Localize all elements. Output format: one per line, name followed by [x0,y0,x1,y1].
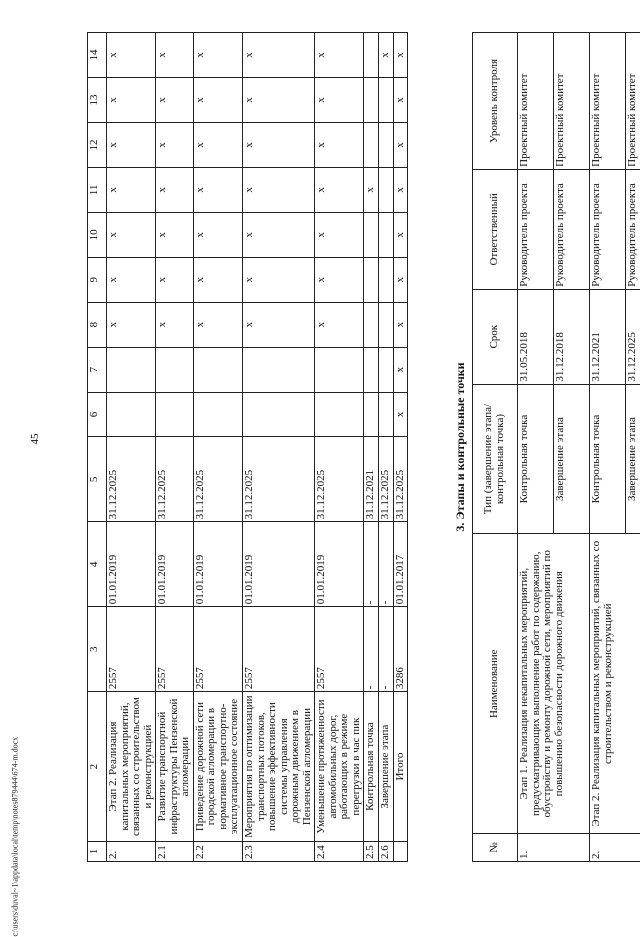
row-end-date: 31.12.2025 [243,437,315,522]
row-start-date: - [379,522,394,607]
period-mark: x [315,33,364,78]
row-code: 2557 [315,607,364,692]
row-end-date: 31.12.2021 [364,437,379,522]
row-start-date: 01.01.2019 [107,522,156,607]
column-header: 3 [88,607,107,692]
column-header: 5 [88,437,107,522]
period-mark: x [243,33,315,78]
row-number [393,842,408,862]
period-mark: x [156,302,194,347]
column-header: Ответственный [473,169,518,289]
period-mark: x [243,302,315,347]
rotated-block-table2 [448,32,640,862]
table-row [590,33,626,862]
period-mark: x [156,33,194,78]
row-start-date: 01.01.2019 [193,522,242,607]
row-deadline: 31.05.2018 [518,289,554,384]
period-mark [107,347,156,392]
row-responsible: Руководитель проекта [554,169,590,289]
table-row [315,33,364,862]
period-mark: x [107,78,156,123]
period-mark: x [243,78,315,123]
row-end-date: 31.12.2025 [315,437,364,522]
period-mark: x [364,167,379,212]
period-mark: x [156,257,194,302]
column-header: Тип (завершение этапа/контрольная точка) [473,384,518,534]
row-name: Уменьшение протяженности автомобильных дорог, работающих в режиме перегрузки в час пик [315,692,364,842]
row-name: Развитие транспортной инфраструктуры Пензенской агломерации [156,692,194,842]
period-mark: x [393,78,408,123]
row-responsible: Руководитель проекта [626,169,640,289]
column-header: 12 [88,123,107,168]
period-mark: x [107,212,156,257]
period-mark: x [156,123,194,168]
period-mark: x [107,167,156,212]
period-mark: x [107,257,156,302]
row-code: - [364,607,379,692]
row-start-date: 01.01.2019 [156,522,194,607]
period-mark: x [315,123,364,168]
period-mark [193,392,242,437]
row-type: Завершение этапа [626,384,640,534]
period-mark: x [393,167,408,212]
period-mark [379,167,394,212]
period-mark: x [243,257,315,302]
period-mark: x [393,123,408,168]
row-number: 2.4 [315,842,364,862]
row-responsible: Руководитель проекта [518,169,554,289]
period-mark [364,78,379,123]
column-header: 9 [88,257,107,302]
period-mark: x [243,212,315,257]
period-mark: x [193,167,242,212]
row-number: 2.6 [379,842,394,862]
period-mark: x [193,257,242,302]
period-mark [107,392,156,437]
row-end-date: 31.12.2025 [107,437,156,522]
period-mark: x [193,302,242,347]
period-mark: x [315,167,364,212]
period-mark [364,347,379,392]
table-row [193,33,242,862]
period-mark: x [193,212,242,257]
table-row [518,33,554,862]
period-mark [364,123,379,168]
footer-file-path: c:\users\duval~1\appdata\local\temp\notes879444\674-m.docx [11,577,20,937]
row-type: Контрольная точка [518,384,554,534]
period-mark [315,392,364,437]
period-mark [315,347,364,392]
row-end-date: 31.12.2025 [393,437,408,522]
row-number: 2.1 [156,842,194,862]
row-start-date: - [364,522,379,607]
row-number: 2.3 [243,842,315,862]
period-mark: x [193,78,242,123]
period-mark: x [393,347,408,392]
row-type: Контрольная точка [590,384,626,534]
row-name: Этап 2. Реализация капитальных мероприятий, связанных со строительством и реконструкцией [107,692,156,842]
table-row [107,33,156,862]
period-mark [156,347,194,392]
row-responsible: Руководитель проекта [590,169,626,289]
row-code: - [379,607,394,692]
period-mark: x [393,392,408,437]
period-mark: x [107,123,156,168]
column-header: Уровень контроля [473,33,518,170]
stage-name: Этап 2. Реализация капитальных мероприятий, связанных со строительством и реконструкцией [590,534,640,834]
period-mark: x [107,33,156,78]
row-deadline: 31.12.2021 [590,289,626,384]
period-mark: x [243,167,315,212]
column-header: № [473,834,518,862]
row-code: 2557 [243,607,315,692]
row-type: Завершение этапа [554,384,590,534]
period-mark: x [393,33,408,78]
period-mark [243,347,315,392]
period-mark [364,212,379,257]
row-code: 2557 [193,607,242,692]
period-mark: x [243,123,315,168]
row-number: 2. [590,834,640,862]
row-control-level: Проектный комитет [626,33,640,170]
row-number: 2.2 [193,842,242,862]
period-mark: x [156,78,194,123]
row-code: 3286 [393,607,408,692]
period-mark [364,33,379,78]
period-mark [243,392,315,437]
row-name: Мероприятия по оптимизации транспортных потоков, повышение эффективности системы управления дорожным движением в Пензенской агломерации [243,692,315,842]
row-start-date: 01.01.2017 [393,522,408,607]
column-header: 7 [88,347,107,392]
row-end-date: 31.12.2025 [193,437,242,522]
period-mark [379,392,394,437]
period-mark: x [315,257,364,302]
column-header: Срок [473,289,518,384]
period-mark [379,78,394,123]
column-header: 13 [88,78,107,123]
period-mark: x [393,257,408,302]
table-header-row [473,33,518,862]
period-mark: x [193,33,242,78]
column-header: 2 [88,692,107,842]
row-deadline: 31.12.2018 [554,289,590,384]
period-mark: x [193,123,242,168]
period-mark: x [156,212,194,257]
row-control-level: Проектный комитет [590,33,626,170]
rotated-block-table1 [87,32,408,862]
period-mark [379,302,394,347]
period-mark [379,257,394,302]
period-mark [364,302,379,347]
period-mark: x [393,212,408,257]
period-mark [364,392,379,437]
period-mark: x [315,212,364,257]
page-number: 45 [29,424,41,454]
column-header: Наименование [473,534,518,834]
row-deadline: 31.12.2025 [626,289,640,384]
row-number: 2.5 [364,842,379,862]
row-start-date: 01.01.2019 [315,522,364,607]
row-name: Завершение этапа [379,692,394,842]
stage-name: Этап 1. Реализация некапитальных мероприятий, предусматривающих выполнение работ по содержанию, обустройству и ремонту дорожной сети, мероприятий по повышению безопасности дорожного движения [518,534,590,834]
period-mark: x [393,302,408,347]
row-end-date: 31.12.2025 [156,437,194,522]
column-header: 14 [88,33,107,78]
row-code: 2557 [156,607,194,692]
stages-table [472,32,640,862]
period-mark [379,347,394,392]
table-row [364,33,379,862]
table-row [156,33,194,862]
period-mark: x [315,78,364,123]
column-header: 8 [88,302,107,347]
row-name: Контрольная точка [364,692,379,842]
row-number: 1. [518,834,590,862]
row-name: Итого [393,692,408,842]
period-mark: x [379,33,394,78]
period-mark: x [156,167,194,212]
row-control-level: Проектный комитет [554,33,590,170]
period-mark [379,212,394,257]
period-mark: x [315,302,364,347]
table-row [379,33,394,862]
row-code: 2557 [107,607,156,692]
table-row [243,33,315,862]
section-title: 3. Этапы и контрольные точки [448,32,472,862]
row-number: 2. [107,842,156,862]
row-control-level: Проектный комитет [518,33,554,170]
period-mark [379,123,394,168]
column-header: 6 [88,392,107,437]
period-mark [364,257,379,302]
column-header: 11 [88,167,107,212]
row-end-date: 31.12.2025 [379,437,394,522]
table-header-row [88,33,107,862]
period-mark: x [107,302,156,347]
schedule-table [87,32,408,862]
row-name: Приведение дорожной сети городской агломерации в нормативное транспортно-эксплуатационное состояние [193,692,242,842]
column-header: 10 [88,212,107,257]
period-mark [193,347,242,392]
row-start-date: 01.01.2019 [243,522,315,607]
period-mark [156,392,194,437]
table-row [393,33,408,862]
column-header: 1 [88,842,107,862]
column-header: 4 [88,522,107,607]
